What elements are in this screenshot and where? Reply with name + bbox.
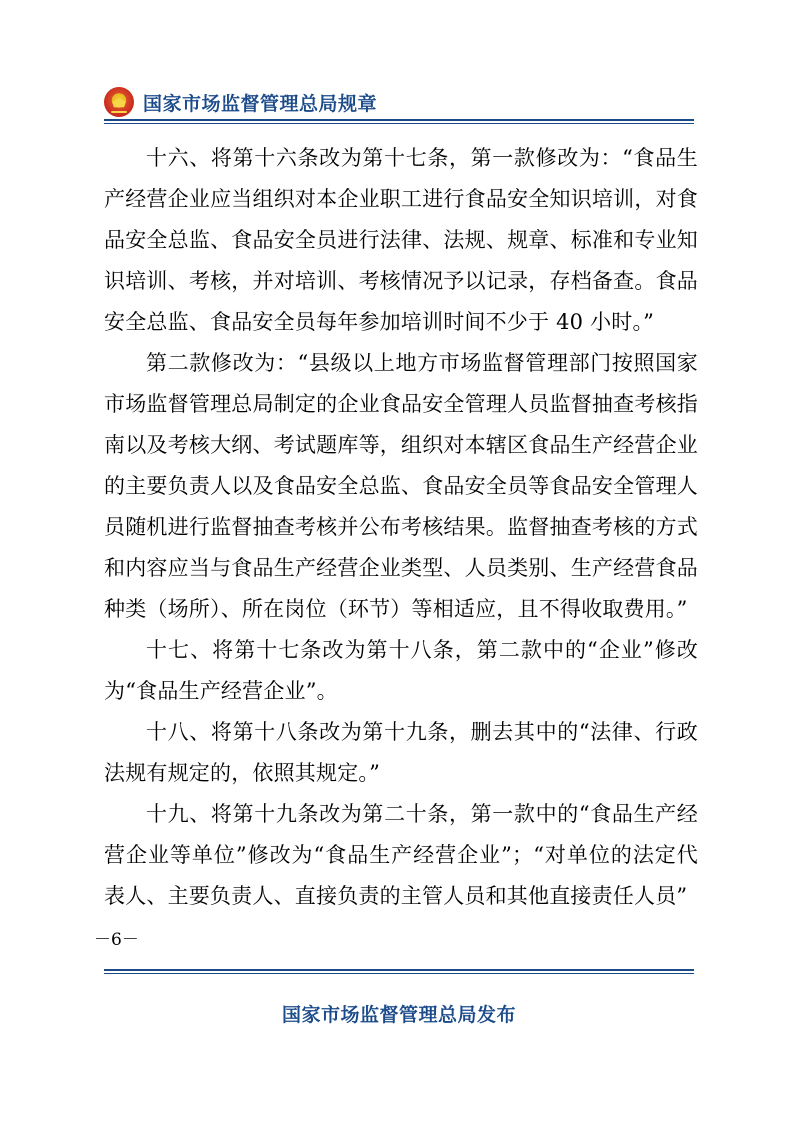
footer-publisher: 国家市场监督管理总局发布 bbox=[281, 1004, 516, 1026]
paragraph: 十六、将第十六条改为第十七条，第一款修改为：“食品生产经营企业应当组织对本企业职工进行食品安全知识培训，对食品安全总监、食品安全员进行法律、法规、规章、标准和专业知识培训、考核，并对培训、考核情况予以记录，存档备查。食品安全总监、食品安全员每年参加培训时间不少于 40 小时。” bbox=[104, 146, 698, 334]
paragraph: 十八、将第十八条改为第十九条，删去其中的“法律、行政法规有规定的，依照其规定。” bbox=[104, 720, 698, 785]
paragraph: 十九、将第十九条改为第二十条，第一款中的“食品生产经营企业等单位”修改为“食品生产经营企业”；“对单位的法定代表人、主要负责人、直接负责的主管人员和其他直接责任人员” bbox=[104, 802, 698, 908]
national-emblem-icon bbox=[104, 87, 134, 117]
footer-divider-thick bbox=[104, 969, 694, 971]
header-divider-thick bbox=[104, 119, 694, 121]
paragraph: 十七、将第十七条改为第十八条，第二款中的“企业”修改为“食品生产经营企业”。 bbox=[104, 638, 698, 703]
header-divider-thin bbox=[104, 123, 694, 124]
paragraph: 第二款修改为：“县级以上地方市场监督管理部门按照国家市场监督管理总局制定的企业食品安全管理人员监督抽查考核指南以及考核大纲、考试题库等，组织对本辖区食品生产经营企业的主要负责人以及食品安全总监、食品安全员等食品安全管理人员随机进行监督抽查考核并公布考核结果。监督抽查考核的方式和内容应当与食品生产经营企业类型、人员类别、生产经营食品种类（场所）、所在岗位（环节）等相适应，且不得收取费用。” bbox=[104, 351, 698, 621]
page-number: －6－ bbox=[94, 930, 139, 950]
footer-divider-thin bbox=[104, 973, 694, 974]
header-title: 国家市场监督管理总局规章 bbox=[143, 92, 378, 115]
document-body bbox=[104, 138, 698, 917]
document-header bbox=[104, 84, 694, 120]
